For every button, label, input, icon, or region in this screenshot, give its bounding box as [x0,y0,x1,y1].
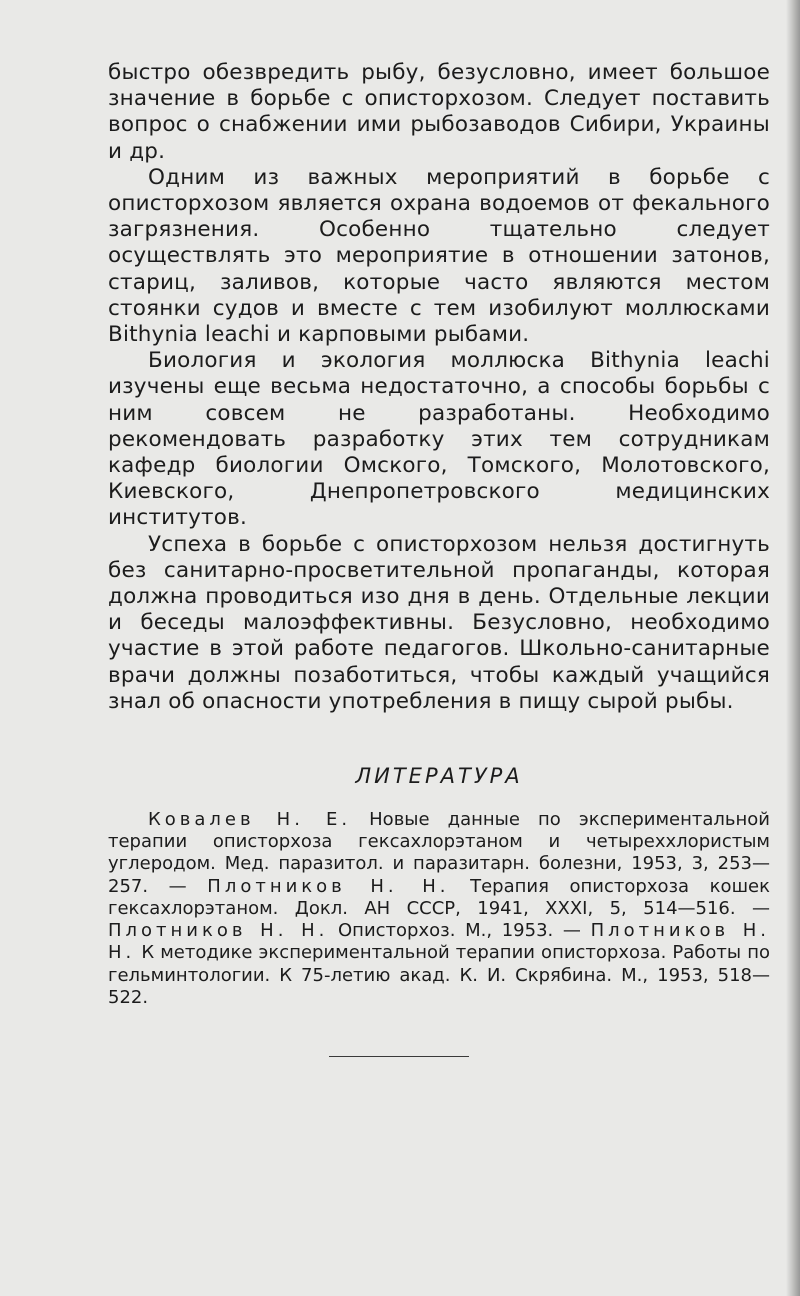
paragraph-2: Одним из важных мероприятий в борьбе с описторхозом является охрана водоемов от фекального загрязнения. Особенно тщательно следует осуществлять это мероприятие в отношении затонов, стариц, заливов, которые часто являются местом стоянки судов и вместе с тем изобилуют моллюсками Bithynia leachi и карповыми рыбами. [108,164,770,348]
reference-text: К методике экспериментальной терапии описторхоза. Работы по гельминтологии. К 75-летию акад. К. И. Скрябина. М., 1953, 518—522. [108,942,770,1008]
reference-text: Терапия описторхоза кошек гексахлорэтаном. Докл. АН СССР, 1941, XXXI, 5, 514—516. — [108,875,770,919]
paragraph-1: быстро обезвредить рыбу, безусловно, имеет большое значение в борьбе с описторхозом. Следует поставить вопрос о снабжении ими рыбозаводов Сибири, Украины и др. [108,60,770,164]
page-edge-shadow [786,0,800,1296]
literature-heading: ЛИТЕРАТУРА [355,764,523,789]
paragraph-3: Биология и экология моллюска Bithynia leachi изучены еще весьма недостаточно, а способы борьбы с ним совсем не разработаны. Необходимо рекомендовать разработку этих тем сотрудникам кафедр биологии Омского, Томского, Молотовского, Киевского, Днепропетровского медицинских институтов. [108,348,770,531]
reference-author: Ковалев Н. Е. [148,809,352,831]
reference-text: Новые данные по экспериментальной терапии описторхоза гексахлорэтаном и четыреххлористым углеродом. Мед. паразитол. и паразитарн. болезни, 1953, 3, 253—257. — [108,809,770,897]
references [108,809,770,1009]
body-text [108,60,770,715]
reference-author: Плотников Н. Н. [207,875,450,897]
end-rule [329,1056,469,1057]
reference-author: Плотников Н. Н. [108,920,770,964]
paragraph-4: Успеха в борьбе с описторхозом нельзя достигнуть без санитарно-просветительной пропаганды, которая должна проводиться изо дня в день. Отдельные лекции и беседы малоэффективны. Безусловно, необходимо участие в этой работе педагогов. Школьно-санитарные врачи должны позаботиться, чтобы каждый учащийся знал об опасности употребления в пищу сырой рыбы. [108,531,770,714]
document-content [108,60,770,1057]
reference-text: Описторхоз. М., 1953. — [328,920,591,942]
reference-author: Плотников Н. Н. [108,920,329,942]
